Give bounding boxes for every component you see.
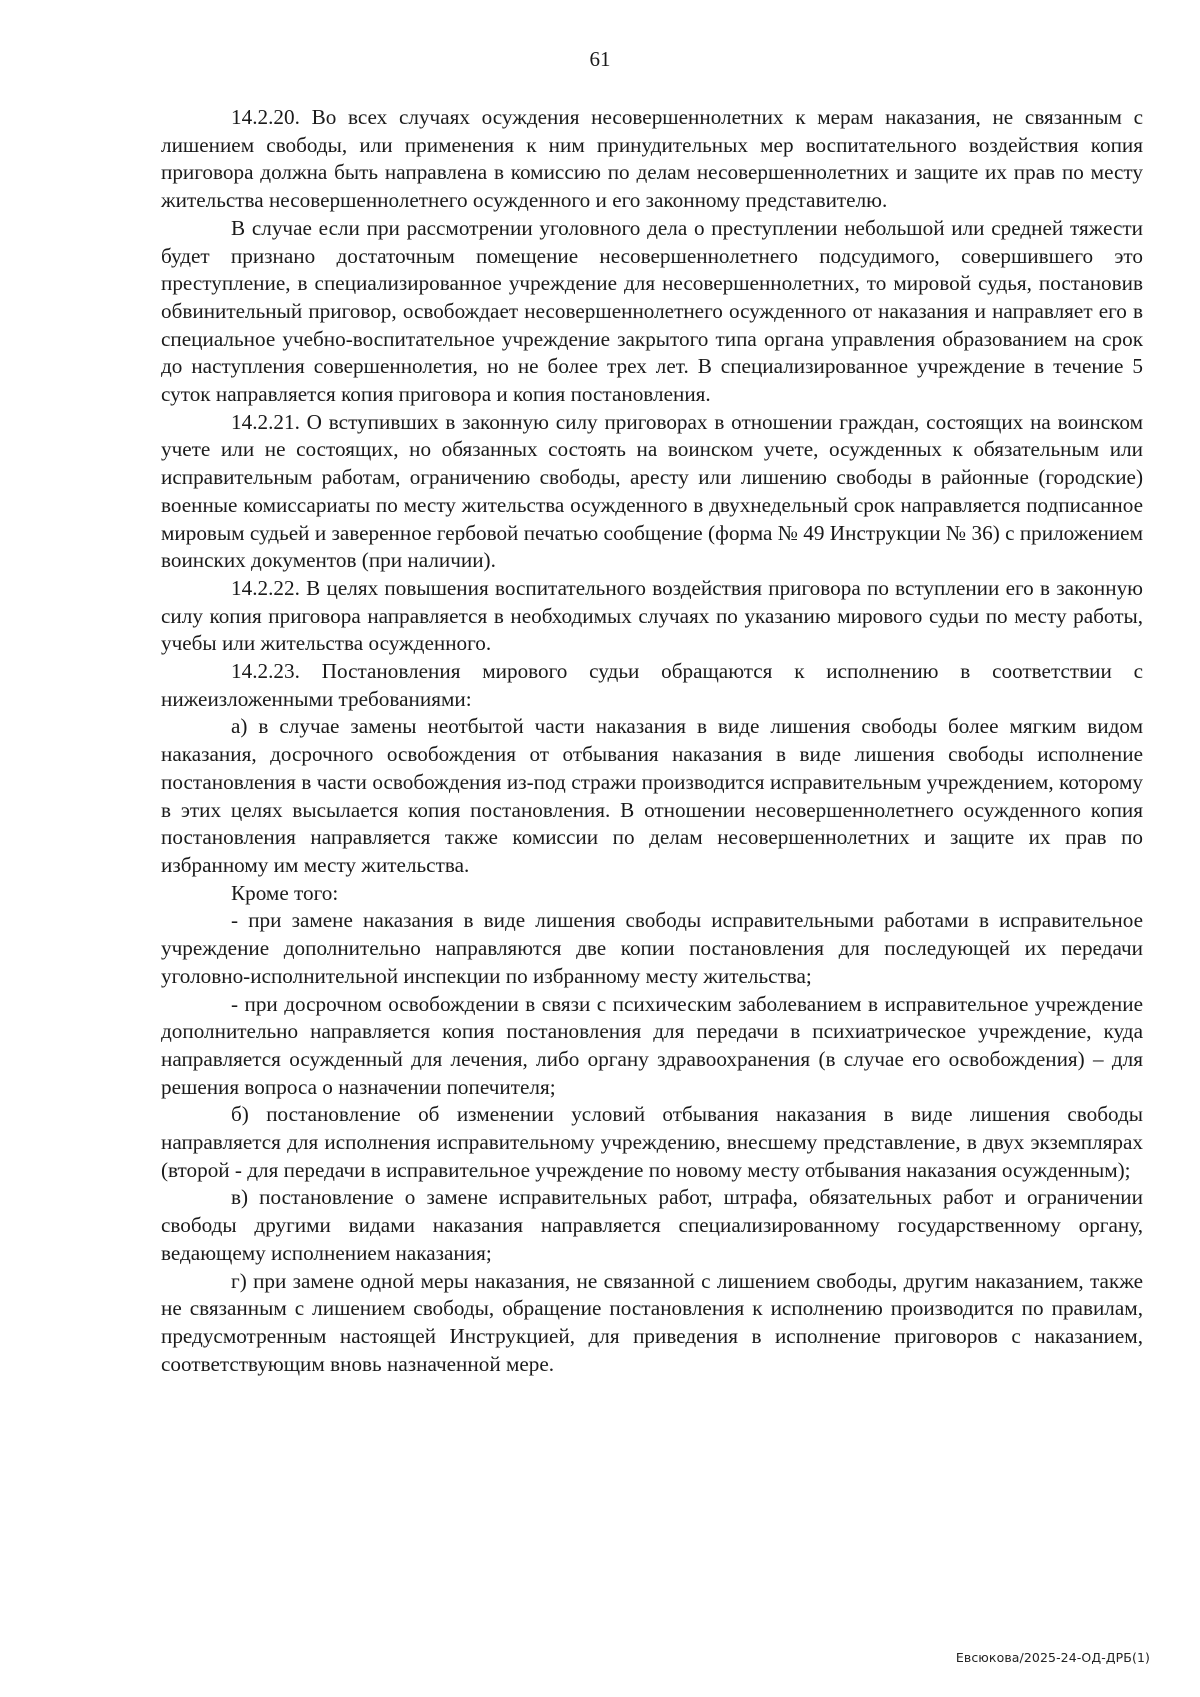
document-body: [161, 104, 1143, 1378]
paragraph-besides: Кроме того:: [231, 880, 339, 905]
page-number: 61: [589, 47, 611, 71]
paragraph-dash-mental-illness: - при досрочном освобождении в связи с психическим заболеванием в исправительное учреждение дополнительно направляется копия постановления для передачи в психиатрическое учреждение, куда направляется осужденный для лечения, либо органу здравоохранения (в случае его освобождения) – для решения вопроса о назначении попечителя;: [161, 991, 1143, 1099]
paragraph-item-b: б) постановление об изменении условий отбывания наказания в виде лишения свободы направляется для исполнения исправительному учреждению, внесшему представление, в двух экземплярах (второй - для передачи в исправительное учреждение по новому месту отбывания наказания осужденным);: [161, 1102, 1143, 1182]
paragraph-juvenile-placement: В случае если при рассмотрении уголовного дела о преступлении небольшой или средней тяжести будет признано достаточным помещение несовершеннолетнего подсудимого, совершившего это преступление, в специализированное учреждение для несовершеннолетних, то мировой судья, постановив обвинительный приговор, освобождает несовершеннолетнего осужденного от наказания и направляет его в специальное учебно-воспитательное учреждение закрытого типа органа управления образованием на срок до наступления совершеннолетия, но не более трех лет. В специализированное учреждение в течение 5 суток направляется копия приговора и копия постановления.: [161, 215, 1143, 407]
paragraph-14-2-21: 14.2.21. О вступивших в законную силу приговорах в отношении граждан, состоящих на воинском учете или не состоящих, но обязанных состоять на воинском учете, осужденных к обязательным или исправительным работам, ограничению свободы, аресту или лишению свободы в районные (городские) военные комиссариаты по месту жительства осужденного в двухнедельный срок направляется подписанное мировым судьей и заверенное гербовой печатью сообщение (форма № 49 Инструкции № 36) с приложением воинских документов (при наличии).: [161, 409, 1143, 573]
paragraph-14-2-20: 14.2.20. Во всех случаях осуждения несовершеннолетних к мерам наказания, не связанным с лишением свободы, или применения к ним принудительных мер воспитательного воздействия копия приговора должна быть направлена в комиссию по делам несовершеннолетних и защите их прав по месту жительства несовершеннолетнего осужденного и его законному представителю.: [161, 105, 1143, 213]
paragraph-item-g: г) при замене одной меры наказания, не связанной с лишением свободы, другим наказанием, также не связанным с лишением свободы, обращение постановления к исполнению производится по правилам, предусмотренным настоящей Инструкцией, для приведения в исполнение приговоров с наказанием, соответствующим вновь назначенной мере.: [161, 1268, 1143, 1376]
paragraph-item-v: в) постановление о замене исправительных работ, штрафа, обязательных работ и ограничении свободы другими видами наказания направляется специализированному государственному органу, ведающему исполнением наказания;: [161, 1185, 1143, 1265]
paragraph-14-2-23: 14.2.23. Постановления мирового судьи обращаются к исполнению в соответствии с нижеизложенными требованиями:: [161, 659, 1143, 711]
paragraph-14-2-22: 14.2.22. В целях повышения воспитательного воздействия приговора по вступлении его в законную силу копия приговора направляется в необходимых случаях по указанию мирового судьи по месту работы, учебы или жительства осужденного.: [161, 575, 1143, 656]
document-id-footer: Евсюкова/2025-24-ОД-ДРБ(1): [955, 1650, 1150, 1665]
paragraph-item-a: а) в случае замены неотбытой части наказания в виде лишения свободы более мягким видом наказания, досрочного освобождения от отбывания наказания в виде лишения свободы исполнение постановления в части освобождения из-под стражи производится исправительным учреждением, которому в этих целях высылается копия постановления. В отношении несовершеннолетнего осужденного копия постановления направляется также комиссии по делам несовершеннолетних и защите их прав по избранному им месту жительства.: [161, 714, 1143, 877]
paragraph-dash-correctional-work: - при замене наказания в виде лишения свободы исправительными работами в исправительное учреждение дополнительно направляются две копии постановления для последующей их передачи уголовно-исполнительной инспекции по избранному месту жительства;: [161, 908, 1143, 988]
